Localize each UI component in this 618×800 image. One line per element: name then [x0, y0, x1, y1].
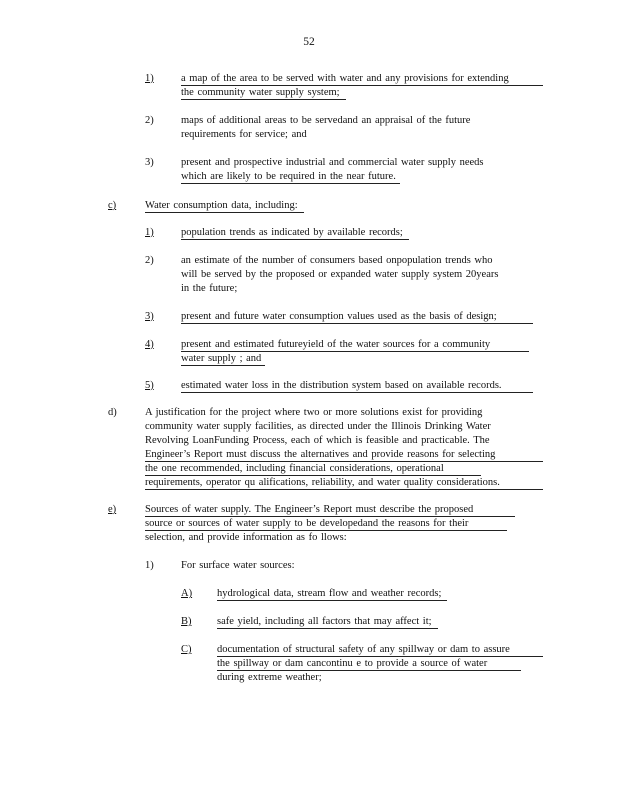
item-label: 1) — [145, 227, 154, 238]
page-number: 52 — [303, 36, 315, 48]
item-label: B) — [181, 616, 192, 627]
item-label: 2) — [145, 255, 154, 266]
item-line: will be served by the proposed or expanded water supply system 20years — [181, 269, 499, 280]
item-line: community water supply facilities, as directed under the Illinois Drinking Water — [145, 421, 491, 432]
item-line: hydrological data, stream flow and weather records; — [217, 587, 447, 601]
item-line: which are likely to be required in the near future. — [181, 170, 400, 184]
item-label: C) — [181, 644, 192, 655]
item-label: A) — [181, 588, 193, 599]
item-line: selection, and provide information as fo llows: — [145, 532, 347, 543]
item-line: safe yield, including all factors that may affect it; — [217, 615, 438, 629]
item-line: Revolving LoanFunding Process, each of which is feasible and practicable. The — [145, 435, 490, 446]
item-line: the one recommended, including financial considerations, operational — [145, 462, 481, 476]
item-line: present and future water consumption values used as the basis of design; — [181, 310, 533, 324]
item-line: present and prospective industrial and commercial water supply needs — [181, 157, 484, 168]
item-line: documentation of structural safety of any spillway or dam to assure — [217, 643, 543, 657]
item-line: Engineer’s Report must discuss the alternatives and provide reasons for selecting — [145, 448, 543, 462]
item-label: 3) — [145, 311, 154, 322]
item-line: the community water supply system; — [181, 86, 346, 100]
item-line: present and estimated futureyield of the water sources for a community — [181, 338, 529, 352]
item-label: 4) — [145, 339, 154, 350]
item-label: 1) — [145, 73, 154, 84]
item-line: population trends as indicated by available records; — [181, 226, 409, 240]
item-line: requirements, operator qu alifications, reliability, and water quality considerations. — [145, 476, 543, 490]
item-label: 2) — [145, 115, 154, 126]
item-line: requirements for service; and — [181, 129, 307, 140]
item-label: d) — [108, 407, 117, 418]
item-label: c) — [108, 200, 117, 211]
item-label: 5) — [145, 380, 154, 391]
item-line: For surface water sources: — [181, 560, 295, 571]
item-label: 3) — [145, 157, 154, 168]
item-line: Water consumption data, including: — [145, 199, 304, 213]
item-line: Sources of water supply. The Engineer’s Report must describe the proposed — [145, 503, 515, 517]
item-line: water supply ; and — [181, 352, 265, 366]
item-line: during extreme weather; — [217, 672, 322, 683]
item-label: 1) — [145, 560, 154, 571]
item-label: e) — [108, 504, 117, 515]
item-line: A justification for the project where two or more solutions exist for providing — [145, 407, 483, 418]
item-line: an estimate of the number of consumers based onpopulation trends who — [181, 255, 493, 266]
item-line: maps of additional areas to be servedand an appraisal of the future — [181, 115, 471, 126]
item-line: source or sources of water supply to be developedand the reasons for their — [145, 517, 507, 531]
item-line: in the future; — [181, 283, 238, 294]
item-line: a map of the area to be served with water and any provisions for extending — [181, 72, 543, 86]
item-line: the spillway or dam cancontinu e to provide a source of water — [217, 657, 521, 671]
item-line: estimated water loss in the distribution system based on available records. — [181, 379, 533, 393]
